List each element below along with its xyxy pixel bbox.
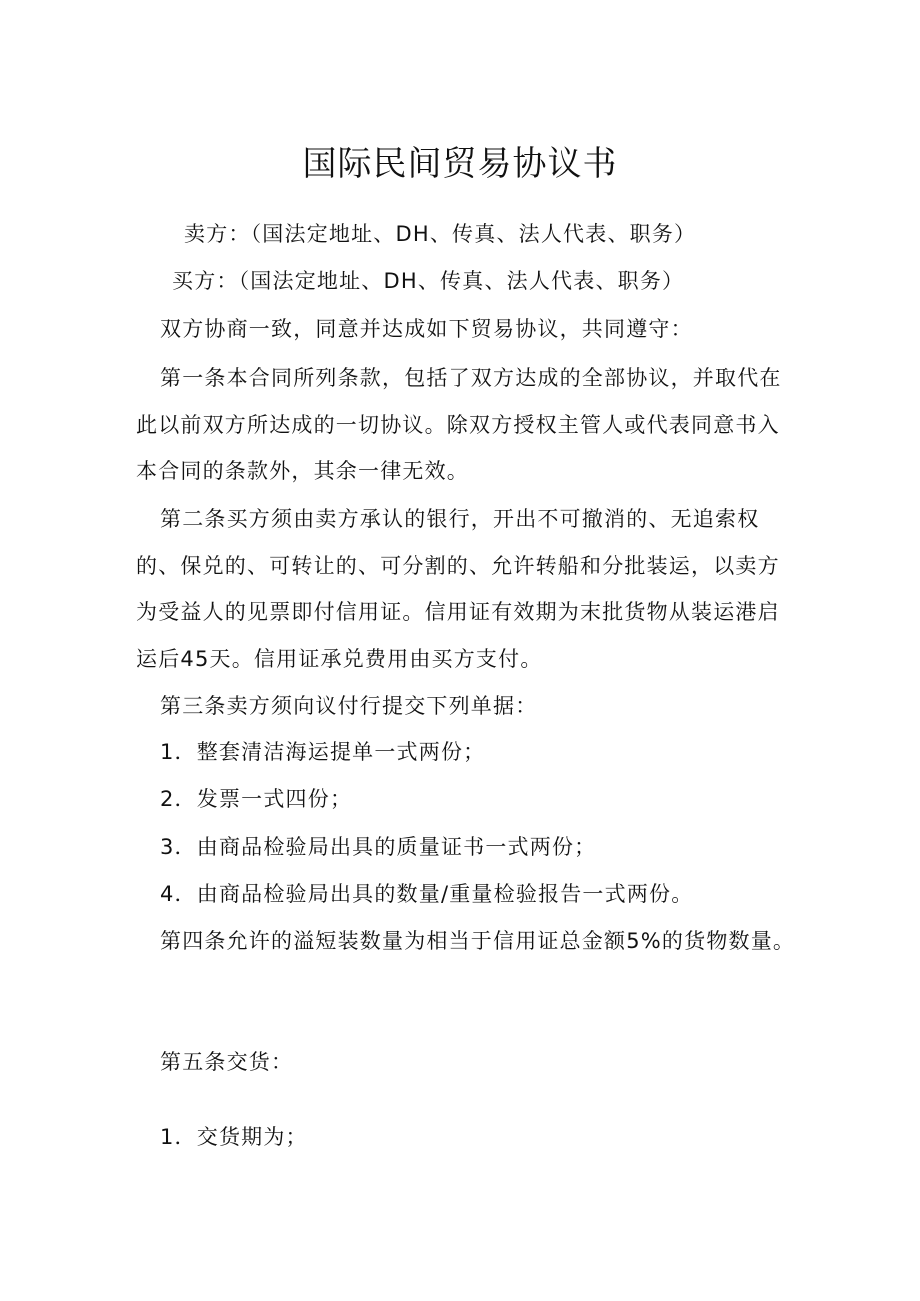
article-5-item-1: 1．交货期为； <box>160 1125 308 1149</box>
article-4: 第四条允许的溢短装数量为相当于信用证总金额5%的货物数量。 <box>160 929 796 953</box>
buyer-info: 买方：（国法定地址、DH、传真、法人代表、职务） <box>172 269 685 293</box>
document-title: 国际民间贸易协议书 <box>302 144 618 184</box>
article-2: 第二条买方须由卖方承认的银行，开出不可撤消的、无追索权的、保兑的、可转让的、可分割的、允许转船和分批装运，以卖方为受益人的见票即付信用证。信用证有效期为末批货物从装运港启运后45天。信用证承兑费用由买方支付。 <box>136 507 780 671</box>
article-1: 第一条本合同所列条款，包括了双方达成的全部协议，并取代在此以前双方所达成的一切协议。除双方授权主管人或代表同意书入本合同的条款外，其余一律无效。 <box>136 366 782 483</box>
article-3-item-1: 1．整套清洁海运提单一式两份； <box>160 740 486 764</box>
article-3: 第三条卖方须向议付行提交下列单据： <box>160 694 538 718</box>
article-3-item-3: 3．由商品检验局出具的质量证书一式两份； <box>160 835 597 859</box>
seller-info: 卖方：（国法定地址、DH、传真、法人代表、职务） <box>184 222 697 246</box>
article-3-item-4: 4．由商品检验局出具的数量/重量检验报告一式两份。 <box>160 882 694 906</box>
intro-paragraph: 双方协商一致，同意并达成如下贸易协议，共同遵守： <box>160 317 693 341</box>
article-5: 第五条交货： <box>160 1050 294 1074</box>
article-3-item-2: 2．发票一式四份； <box>160 787 353 811</box>
